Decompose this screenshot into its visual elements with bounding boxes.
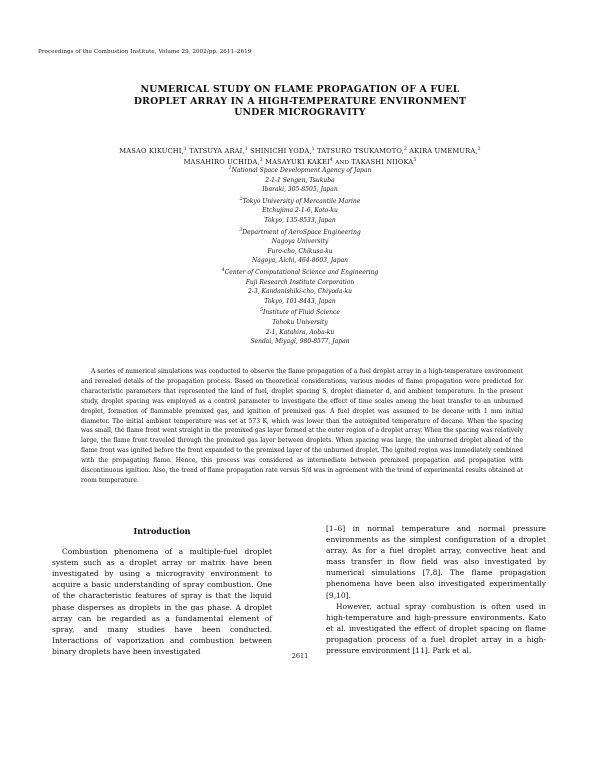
affiliation-line: $^1$National Space Development Agency of Japan bbox=[228, 166, 372, 174]
affiliation-line: Tokyo, 135-8533, Japan bbox=[264, 216, 336, 224]
section-heading-introduction: Introduction bbox=[133, 526, 191, 536]
author: SHINICHI YODA,$^1$ bbox=[250, 147, 315, 156]
author: TATSUYA ARAI,$^1$ bbox=[189, 147, 248, 156]
affiliation-line: $^3$Department of AeroSpace Engineering bbox=[239, 227, 361, 236]
affiliation-line: Sendai, Miyagi, 980-8577, Japan bbox=[250, 338, 350, 346]
affiliation-line: $^4$Center of Computational Science and Engineering bbox=[221, 267, 379, 276]
author: TATSURO TSUKAMOTO,$^2$ bbox=[317, 147, 407, 156]
author: MASAO KIKUCHI,$^1$ bbox=[119, 147, 187, 156]
journal-citation: Proceedings of the Combustion Institute, Volume 29, 2002/pp. 2611–2619 bbox=[38, 49, 252, 55]
abstract: A series of numerical simulations was conducted to observe the flame propagation of a fuel droplet array in a high-temperature environment and revealed details of the propagation process. Based on theoretical considerations, various modes of flame propagation were predicted for characteristic parameters that represented the kind of fuel, droplet spacing S, droplet diameter d, and ambient temperature. In the present study, droplet spacing was employed as a control parameter to investigate the effect of time scales among the heat transfer to an unburned droplet, formation of flammable premixed gas, and ignition of premixed gas. A fuel droplet was assumed to be decane with 1 mm initial diameter. The initial ambient temperature was set at 573 K, which was lower than the autoignited temperature of decane. When the spacing was small, the flame front went straight in the premixed gas layer formed at the outer region of a droplet array. When the spacing was relatively large, the flame front traveled through the premixed gas layer between droplets. When spacing was large, the unburned droplet ahead of the flame front was ignited before the front expanded to the premixed layer of the unburned droplet. The ignited region was immediately combined with the propagating flame. Hence, this process was considered as intermediate between premixed propagation and propagation with discontinuous ignition. Also, the trend of flame propagation rate versus S/d was in agreement with the trend of experimental results obtained at room temperature. bbox=[81, 368, 523, 484]
body-paragraph: Combustion phenomena of a multiple-fuel droplet system such as a droplet array or matrix have been investigated by using a microgravity environment to acquire a basic understanding of spray combustion. One of the characteristic features of spray is that the liquid phase disperses as droplets in the gas phase. A droplet array can be regarded as a fundamental element of spray, and many studies have been conducted. Interactions of vaporization and combustion between binary droplets have been investigated bbox=[52, 547, 272, 656]
author: AKIRA UMEMURA,$^3$ bbox=[409, 147, 481, 156]
affiliation-line: Fuji Research Institute Corporation bbox=[245, 278, 355, 286]
affiliation-line: 2-3, Kandanishiki-cho, Chiyoda-ku bbox=[247, 288, 353, 296]
affiliation-line: 2-1, Katahira, Aoba-ku bbox=[265, 328, 335, 336]
affiliation-line: Tohoku University bbox=[272, 318, 328, 326]
page-number: 2611 bbox=[291, 652, 309, 660]
affiliation-line: Furo-cho, Chikusa-ku bbox=[267, 247, 333, 255]
author: TAKASHI NIIOKA$^5$ bbox=[351, 158, 417, 167]
affiliations bbox=[140, 164, 460, 347]
author: MASAYUKI KAKEI$^4$ bbox=[265, 158, 333, 167]
affiliation-line: 2-1-1 Sengen, Tsukuba bbox=[265, 176, 335, 184]
body-paragraph: However, actual spray combustion is often used in high-temperature and high-pressure environments. Kato et al. investigated the effect of droplet spacing on flame propagation process of a fuel droplet array in a high-pressure environment [11]. Park et al. bbox=[326, 601, 546, 656]
left-column bbox=[52, 526, 272, 657]
affiliation-line: $^2$Tokyo University of Mercantile Marine bbox=[239, 196, 361, 205]
affiliation-line: Nagoya University bbox=[271, 238, 329, 246]
author: MASAHIRO UCHIDA,$^3$ bbox=[183, 158, 263, 167]
title-line: DROPLET ARRAY IN A HIGH-TEMPERATURE ENVIRONMENT bbox=[133, 95, 467, 107]
body-paragraph: [1–6] in normal temperature and normal pressure environments as the simplest configuration of a droplet array. As for a fuel droplet array, convective heat and mass transfer in flow field was also investigated by numerical simulations [7,8]. The flame propagation phenomena have been also investigated experimentally [9,10]. bbox=[326, 524, 546, 600]
title-line: UNDER MICROGRAVITY bbox=[234, 107, 366, 119]
paper-title bbox=[60, 84, 540, 119]
author-conjunction: AND bbox=[335, 160, 350, 167]
affiliation-line: Nagoya, Aichi, 464-8603, Japan bbox=[251, 257, 349, 265]
affiliation-line: Ibaraki, 305-8505, Japan bbox=[262, 186, 338, 194]
affiliation-line: $^5$Institute of Fluid Science bbox=[260, 308, 340, 317]
right-column bbox=[326, 523, 546, 656]
affiliation-line: Etchujima 2-1-6, Koto-ku bbox=[262, 207, 338, 215]
affiliation-line: Tokyo, 101-8443, Japan bbox=[264, 297, 336, 305]
title-line: NUMERICAL STUDY ON FLAME PROPAGATION OF A FUEL bbox=[140, 84, 460, 95]
